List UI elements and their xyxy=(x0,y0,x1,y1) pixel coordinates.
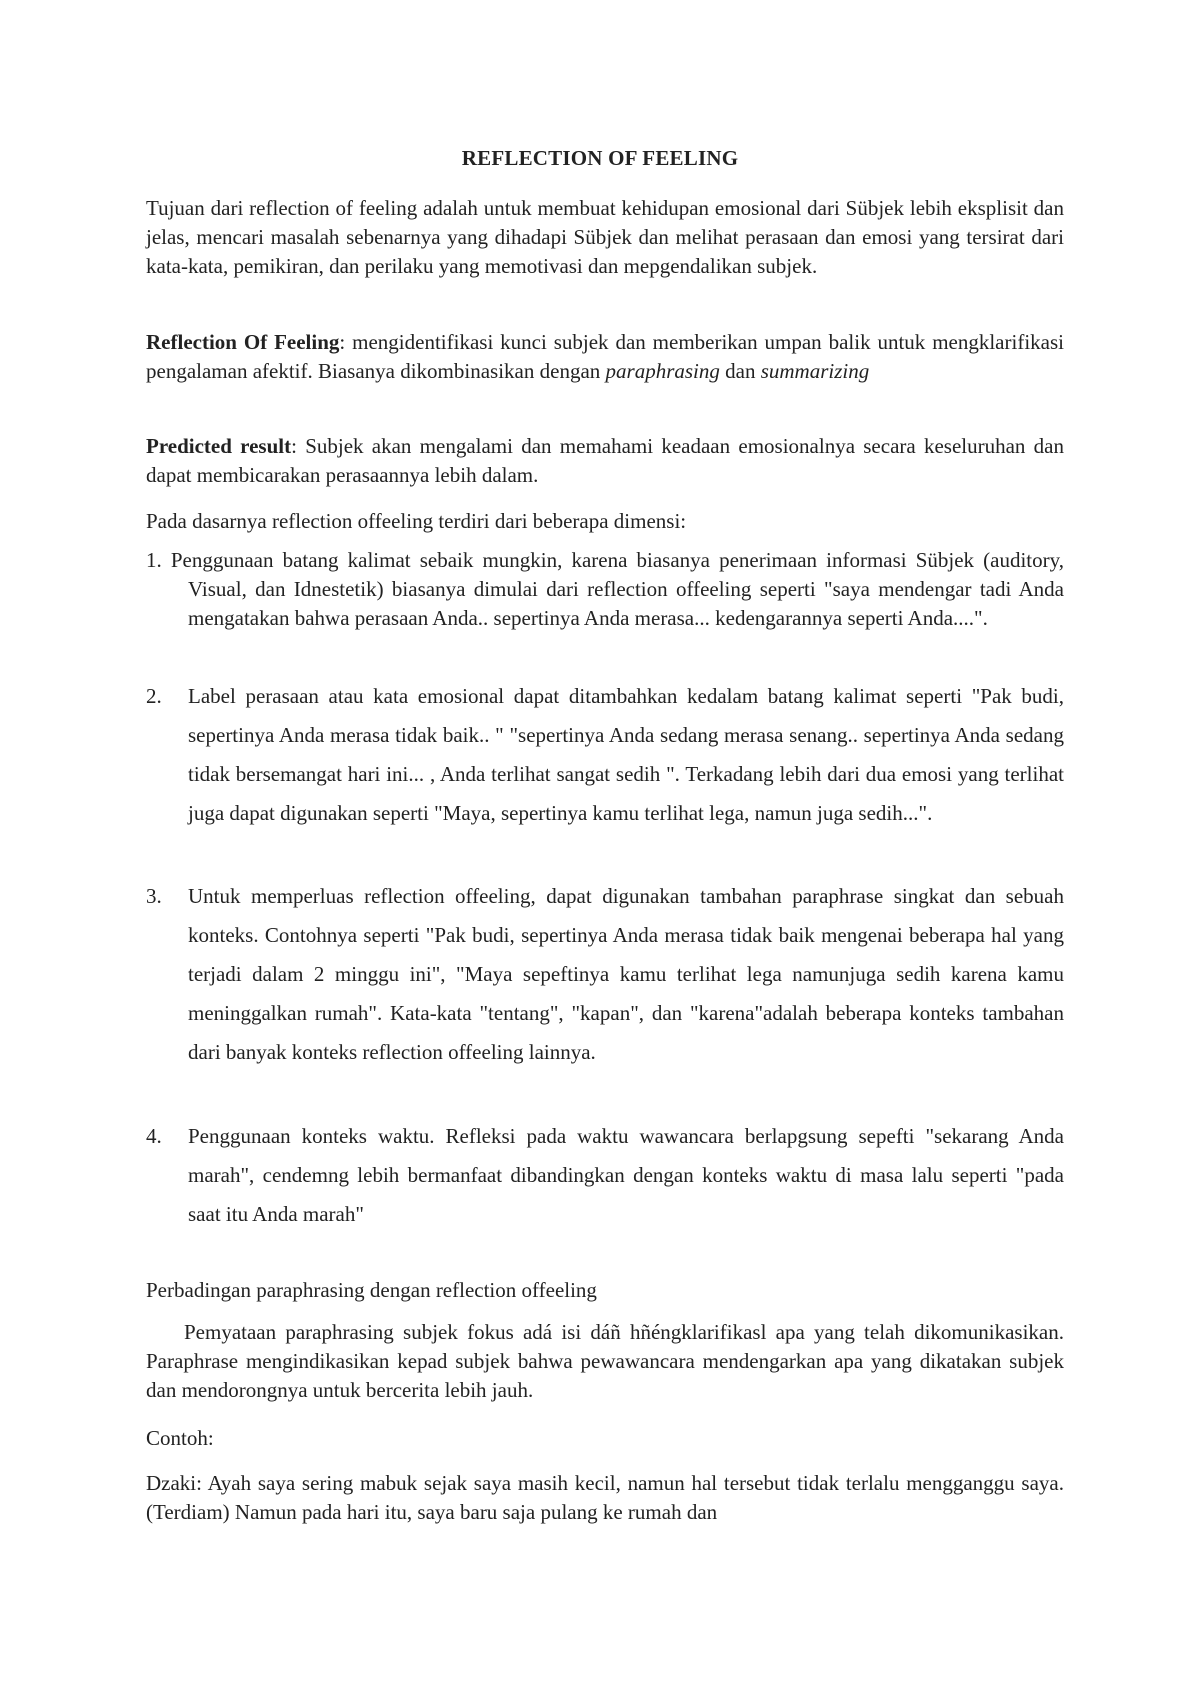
example-text: Dzaki: Ayah saya sering mabuk sejak saya masih kecil, namun hal tersebut tidak terlalu mengganggu saya. (Terdiam) Namun pada hari itu, saya baru saja pulang ke rumah dan xyxy=(146,1471,1064,1524)
intro-paragraph xyxy=(146,194,1064,281)
list-item-number: 1. xyxy=(146,548,162,572)
document-title: REFLECTION OF FEELING xyxy=(461,146,739,170)
predicted-label: Predicted result xyxy=(146,434,292,458)
list-item-text: Penggunaan batang kalimat sebaik mungkin, karena biasanya penerimaan informasi Sübjek (auditory, Visual, dan Idnestetik) biasanya dimulai dari reflection offeeling seperti "saya mendengar tadi Anda mengatakan bahwa perasaan Anda.. sepertinya Anda merasa... kedengarannya seperti Anda....". xyxy=(170,548,1064,630)
rof-definition-paragraph xyxy=(146,328,1064,386)
rof-em-paraphrasing: paraphrasing xyxy=(605,359,720,383)
rof-mid: dan xyxy=(719,359,761,383)
comparison-heading-paragraph xyxy=(146,1276,1064,1305)
predicted-text: : Subjek akan mengalami dan memahami keadaan emosionalnya secara keseluruhan dan dapat membicarakan perasaannya lebih dalam. xyxy=(146,434,1064,487)
rof-em-summarizing: summarizing xyxy=(760,359,870,383)
intro-text: Tujuan dari reflection of feeling adalah untuk membuat kehidupan emosional dari Sübjek lebih eksplisit dan jelas, mencari masalah sebenarnya yang dihadapi Sübjek dan melihat perasaan dan emosi yang tersirat dari kata-kata, pemikiran, dan perilaku yang memotivasi dan mepgendalikan subjek. xyxy=(146,196,1064,278)
rof-definition xyxy=(146,328,1064,386)
predicted-result-paragraph xyxy=(146,432,1064,490)
example-label-paragraph xyxy=(146,1424,1064,1453)
predicted-result xyxy=(146,432,1064,490)
dimensions-intro-paragraph xyxy=(146,507,1064,536)
example-label: Contoh: xyxy=(146,1426,214,1450)
comparison-paragraph xyxy=(146,1318,1064,1405)
example-paragraph xyxy=(146,1469,1064,1527)
list-item-text: Penggunaan konteks waktu. Refleksi pada waktu wawancara berlapgsung sepefti "sekarang Anda marah", cendemng lebih bermanfaat dibandingkan dengan konteks waktu di masa lalu seperti "pada saat itu Anda marah" xyxy=(188,1124,1064,1226)
rof-label: Reflection Of Feeling xyxy=(146,330,340,354)
comparison-text: Pemyataan paraphrasing subjek fokus adá isi dáñ hñéngklarifikasl apa yang telah dikomunikasikan. Paraphrase mengindikasikan kepad subjek bahwa pewawancara mendengarkan apa yang dikatakan subjek dan mendorongnya untuk bercerita lebih jauh. xyxy=(146,1320,1064,1402)
list-item xyxy=(146,877,1064,1072)
list-item-number: 3. xyxy=(146,884,162,908)
list-item-content xyxy=(146,546,1064,633)
comparison-heading: Perbadingan paraphrasing dengan reflection offeeling xyxy=(146,1278,597,1302)
rof-text: : mengidentifikasi kunci subjek dan memberikan umpan balik untuk mengklarifikasi pengalaman afektif. Biasanya dikombinasikan dengan xyxy=(146,330,1064,383)
list-item-text: Label perasaan atau kata emosional dapat ditambahkan kedalam batang kalimat seperti "Pak budi, sepertinya Anda merasa tidak baik.. " "sepertinya Anda sedang merasa senang.. sepertinya Anda sedang tidak bersemangat hari ini... , Anda terlihat sangat sedih ". Terkadang lebih dari dua emosi yang terlihat juga dapat digunakan seperti "Maya, sepertinya kamu terlihat lega, namun juga sedih...". xyxy=(188,684,1064,825)
list-item xyxy=(146,546,1064,633)
list-item-number: 4. xyxy=(146,1124,162,1148)
list-item xyxy=(146,677,1064,833)
list-item-text: Untuk memperluas reflection offeeling, dapat digunakan tambahan paraphrase singkat dan sebuah konteks. Contohnya seperti "Pak budi, sepertinya Anda merasa tidak baik mengenai beberapa hal yang terjadi dalam 2 minggu ini", "Maya sepeftinya kamu terlihat lega namunjuga sedih karena kamu meninggalkan rumah". Kata-kata "tentang", "kapan", dan "karena"adalah beberapa konteks tambahan dari banyak konteks reflection offeeling lainnya. xyxy=(188,884,1064,1064)
list-item xyxy=(146,1117,1064,1234)
list-item-number: 2. xyxy=(146,684,162,708)
dimensions-intro: Pada dasarnya reflection offeeling terdiri dari beberapa dimensi: xyxy=(146,509,687,533)
